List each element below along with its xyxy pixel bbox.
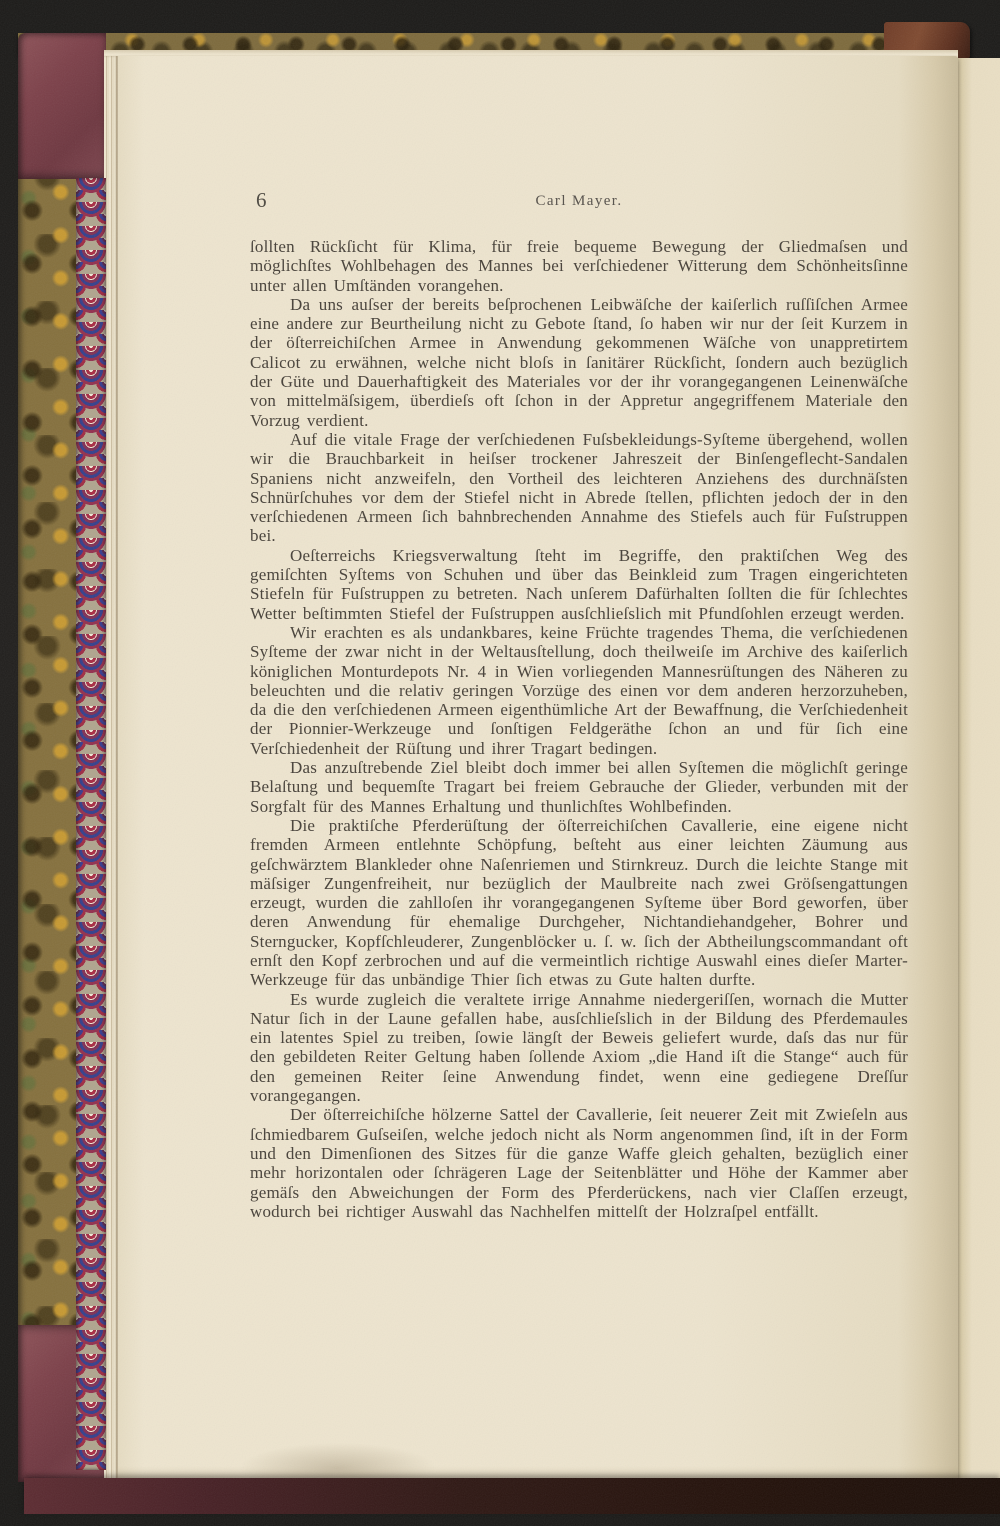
paragraph: Oeſterreichs Kriegsverwaltung ſteht im Begriffe, den praktiſchen Weg des gemiſchten Syſtems von Schuhen und über das Beinkleid zum Tragen eingerichteten Stiefeln für Fuſstruppen zu betreten. Nach unſerem Dafürhalten ſollten die für ſchlechtes Wetter beſtimmten Stiefel der Fuſstruppen ausſchlieſslich mit Pfundſohlen erzeugt werden.	[250, 545, 908, 623]
running-header: Carl Mayer.	[535, 193, 623, 209]
page-number: 6	[256, 188, 267, 212]
body-text	[250, 237, 908, 1221]
paragraph: ſollten Rückſicht für Klima, für freie bequeme Bewegung der Gliedmaſsen und möglichſtes Wohlbehagen des Mannes bei verſchiedener Witterung dem Schönheitsſinne unter allen Umſtänden vorangehen.	[250, 237, 908, 295]
page-edge-stack	[104, 56, 118, 1480]
paragraph: Die praktiſche Pferderüſtung der öſterreichiſchen Cavallerie, eine eigene nicht fremden Armeen entlehnte Schöpfung, beſteht aus einer leichten Zäumung aus geſchwärztem Blankleder ohne Naſenriemen und Stirnkreuz. Durch die leichte Stange mit mäſsiger Zungenfreiheit, nur bezüglich der Maulbreite nach zwei Gröſsengattungen erzeugt, wurden die zahlloſen ihr vorangegangenen Syſteme über Bord geworfen, über deren Anwendung für ehemalige Durchgeher, Nichtandiehandgeher, Bohrer und Sterngucker, Kopfſchleuderer, Zungenblöcker u. ſ. w. ſich der Abtheilungscommandant oft ernſt den Kopf zerbrochen und auf die vermeintlich richtige Auswahl eines dieſer Marter-Werkzeuge für das unbändige Thier ſich etwas zu Gute halten durfte.	[250, 815, 908, 990]
next-page-edge	[956, 58, 1000, 1484]
paragraph: Wir erachten es als undankbares, keine Früchte tragendes Thema, die verſchiedenen Syſteme der zwar nicht in der Weltausſtellung, doch theilweiſe im Archive des kaiſerlich königlichen Monturdepots Nr. 4 in Wien vorliegenden Mannesrüſtungen des Näheren zu beleuchten und die relativ geringen Vorzüge des einen vor dem anderen herzorzuheben, da die den verſchiedenen Armeen eigenthümliche Art der Bewaffnung, die Verſchiedenheit der Pionnier-Werkzeuge und ſonſtigen Feldgeräthe ſchon an und für ſich eine Verſchiedenheit der Rüſtung und ihrer Tragart bedingen.	[250, 622, 908, 758]
paragraph: Der öſterreichiſche hölzerne Sattel der Cavallerie, ſeit neuerer Zeit mit Zwieſeln aus ſchmiedbarem Guſseiſen, welche jedoch nicht als Norm angenommen ſind, iſt in der Form und den Dimenſionen des Sitzes für die ganze Waffe gleich gehalten, bezüglich einer mehr horizontalen oder ſchrägeren Lage der Seitenblätter und Höhe der Kammer aber gemäſs den Abweichungen der Form des Pferderückens, nach vier Claſſen erzeugt, wodurch bei richtiger Auswahl das Nachhelfen mittelſt der Holzraſpel entfällt.	[250, 1105, 908, 1221]
text-block	[250, 188, 908, 1221]
page-header	[250, 188, 908, 216]
marbled-fore-edge	[76, 178, 106, 1470]
paragraph: Da uns auſser der bereits beſprochenen Leibwäſche der kaiſerlich ruſſiſchen Armee eine andere zur Beurtheilung nicht zu Gebote ſtand, ſo haben wir nur der ſeit Kurzem in der öſterreichiſchen Armee in Anwendung gekommenen Wäſche von unappretirtem Calicot zu erwähnen, welche nicht bloſs in ſanitärer Rückſicht, ſondern auch bezüglich der Güte und Dauerhaftigkeit des Materiales vor der ihr vorangegangenen Leinenwäſche von mittelmäſsigem, überdieſs oft ſchon in der Appretur angegriffenem Materiale den Vorzug verdient.	[250, 294, 908, 430]
cover-leather-corner-top	[18, 33, 106, 179]
paragraph: Das anzuſtrebende Ziel bleibt doch immer bei allen Syſtemen die möglichſt geringe Belaſtung und bequemſte Tragart bei freiem Gebrauche der Glieder, verbunden mit der Sorgfalt für des Mannes Erhaltung und thunlichſtes Wohlbefinden.	[250, 758, 908, 816]
paragraph: Es wurde zugleich die veraltete irrige Annahme niedergeriſſen, wornach die Mutter Natur ſich in der Laune gefallen habe, ausſchlieſslich in der Bildung des Pferdemaules ein latentes Spiel zu treiben, ſowie längſt der Beweis geliefert wurde, daſs das nur für den gebildeten Reiter Geltung haben ſollende Axiom „die Hand iſt die Stange“ auch für den gemeinen Reiter ſeine Anwendung findet, wenn eine gediegene Dreſſur vorangegangen.	[250, 989, 908, 1106]
cover-bottom-edge	[24, 1478, 1000, 1514]
paragraph: Auf die vitale Frage der verſchiedenen Fuſsbekleidungs-Syſteme übergehend, wollen wir die Brauchbarkeit in heiſser trockener Jahreszeit der Binſengeflecht-Sandalen Spaniens nicht anzweifeln, den Vortheil des leichteren Anziehens des durchnäſsten Schnürſchuhes vor dem der Stiefel nicht in Abrede ſtellen, pflichten jedoch der in den verſchiedenen Armeen ſich bahnbrechenden Annahme des Stiefels auch für Fuſstruppen bei.	[250, 429, 908, 546]
